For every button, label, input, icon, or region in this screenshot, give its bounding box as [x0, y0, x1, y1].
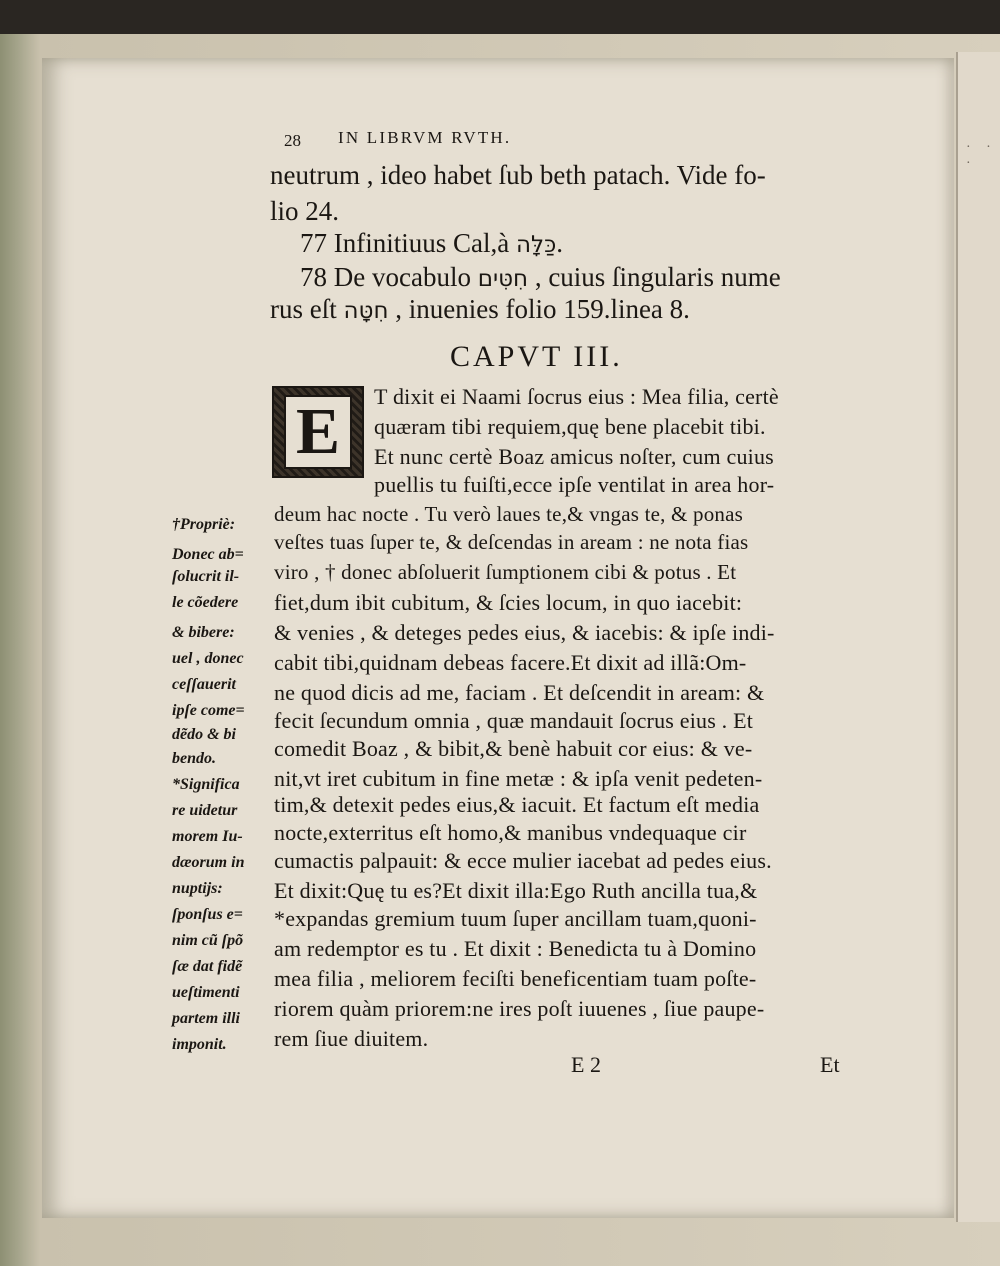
margin-note-line: dẽdo & bi — [172, 726, 236, 743]
body-line: cabit tibi,quidnam debeas facere.Et dixit ad illã:Om- — [274, 650, 747, 675]
margin-note-line: partem illi — [172, 1010, 240, 1027]
margin-note-line: †Propriè: — [172, 516, 236, 533]
catchword: Et — [820, 1052, 840, 1077]
body-line: deum hac nocte . Tu verò laues te,& vngas te, & ponas — [274, 502, 744, 526]
margin-note-line: dæorum in — [172, 854, 245, 871]
initial-letter: E — [284, 395, 352, 469]
body-line: fiet,dum ibit cubitum, & ſcies locum, in quo iacebit: — [274, 590, 743, 615]
body-line: riorem quàm priorem:ne ires poſt iuuenes , ſiue paupe- — [274, 996, 765, 1021]
chapter-title: CAPVT III. — [450, 340, 623, 373]
body-line: nocte,exterritus eſt homo,& manibus vndequaque cir — [274, 820, 747, 845]
margin-note-line: nim cũ ſpõ — [172, 932, 244, 949]
body-line: viro , † donec abſoluerit ſumptionem cibi & potus . Et — [274, 560, 737, 584]
margin-note-line: ſponſus e= — [172, 906, 243, 923]
body-line: fecit ſecundum omnia , quæ mandauit ſocrus eius . Et — [274, 708, 754, 733]
note-line-1: neutrum , ideo habet ſub beth patach. Vide fo- — [270, 160, 766, 190]
note-78 — [300, 262, 781, 293]
margin-note-line: & bibere: — [172, 624, 235, 641]
body-line: mea filia , meliorem feciſti beneficentiam tuam poſte- — [274, 966, 757, 991]
margin-note-line: imponit. — [172, 1036, 227, 1053]
body-line: cumactis palpauit: & ecce mulier iacebat ad pedes eius. — [274, 848, 772, 873]
body-line: puellis tu fuiſti,ecce ipſe ventilat in area hor- — [374, 472, 775, 497]
body-line: T dixit ei Naami ſocrus eius : Mea filia, certè — [374, 384, 779, 409]
margin-note-line: re uidetur — [172, 802, 238, 819]
margin-note-line: ſæ dat fidẽ — [172, 958, 243, 975]
note-78-tail: , cuius ſingularis nume — [528, 262, 781, 292]
body-line: Et dixit:Quę tu es?Et dixit illa:Ego Ruth ancilla tua,& — [274, 878, 758, 903]
note-77-number: 77 — [300, 228, 327, 258]
body-line: rem ſiue diuitem. — [274, 1026, 429, 1051]
margin-note-line: ſolucrit il- — [172, 568, 240, 585]
body-line: quæram tibi requiem,quę bene placebit tibi. — [374, 414, 766, 439]
signature-mark: E 2 — [571, 1052, 601, 1077]
margin-note-line: morem Iu- — [172, 828, 243, 845]
margin-note-line: bendo. — [172, 750, 216, 767]
decorated-initial — [272, 386, 364, 478]
margin-note-line: ipſe come= — [172, 702, 245, 719]
margin-note-line: ceſſauerit — [172, 676, 236, 693]
margin-note-line: nuptijs: — [172, 880, 223, 897]
note-78-number: 78 — [300, 262, 327, 292]
margin-note-line: *Significa — [172, 776, 240, 793]
body-line: nit,vt iret cubitum in fine metæ : & ipſa venit pedeten- — [274, 766, 763, 791]
note-77-tail: . — [556, 228, 563, 258]
note-78-cont-pre: rus eſt — [270, 294, 344, 324]
margin-note-line: uel , donec — [172, 650, 244, 667]
right-page-edge — [956, 52, 1000, 1222]
body-line: comedit Boaz , & bibit,& benè habuit cor eius: & ve- — [274, 736, 753, 761]
body-line: Et nunc certè Boaz amicus noſter, cum cuius — [374, 444, 774, 469]
body-line: & venies , & deteges pedes eius, & iacebis: & ipſe indi- — [274, 620, 775, 645]
margin-note-line: Donec ab= — [172, 546, 244, 563]
page-number: 28 — [284, 131, 301, 150]
note-78-cont-tail: , inuenies folio 159.linea 8. — [388, 294, 690, 324]
note-77 — [300, 228, 563, 259]
body-line: ne quod dicis ad me, faciam . Et deſcendit in aream: & — [274, 680, 765, 705]
note-77-text: Infinitiuus Cal,à — [333, 228, 516, 258]
note-78-hebrew: חִטִּים — [477, 266, 529, 292]
note-line-2: lio 24. — [270, 196, 340, 226]
note-78-cont-hebrew: חִטָּה — [343, 298, 389, 324]
body-line: tim,& detexit pedes eius,& iacuit. Et factum eſt media — [274, 792, 760, 817]
note-78-cont — [270, 294, 690, 325]
body-line: veſtes tuas ſuper te, & deſcendas in aream : ne nota fias — [274, 530, 749, 554]
body-line: *expandas gremium tuum ſuper ancillam tuam,quoni- — [274, 906, 757, 931]
note-78-text: De vocabulo — [333, 262, 478, 292]
body-line: am redemptor es tu . Et dixit : Benedicta tu à Domino — [274, 936, 757, 961]
margin-note-line: ueſtimenti — [172, 984, 240, 1001]
margin-note-line: le cõedere — [172, 594, 239, 611]
note-77-hebrew: כַּלָּה — [515, 232, 557, 258]
right-edge-marks: · · · — [966, 140, 997, 171]
running-head: IN LIBRVM RVTH. — [338, 128, 512, 147]
